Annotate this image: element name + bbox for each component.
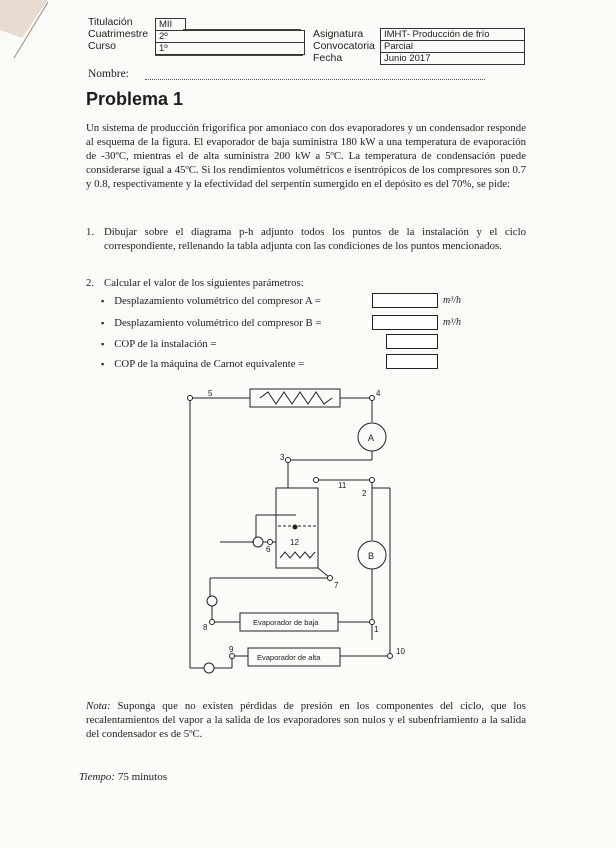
convocatoria-value: Parcial [380,40,525,53]
tank-inlet-dot [293,525,298,530]
item2-text: Calcular el valor de los siguientes parámetros: [104,277,304,289]
node-8 [210,620,215,625]
node-1 [370,620,375,625]
node-6 [268,540,273,545]
node-3 [286,458,291,463]
bullet-marker: ▪ [101,359,105,369]
problem-title: Problema 1 [86,89,184,109]
label-3: 3 [280,453,285,462]
node-10 [388,654,393,659]
nombre-label: Nombre: [88,68,129,80]
compressor-a-label: A [368,433,375,443]
item2-number: 2. [86,277,95,289]
label-4: 4 [376,389,381,398]
condenser [250,389,340,407]
unit-compressor-b: m³/h [443,317,461,328]
expansion-valve-8 [207,596,217,606]
bullet-text: COP de la máquina de Carnot equivalente = [114,358,305,370]
label-8: 8 [203,623,208,632]
problem-statement: Un sistema de producción frigorífica por amoniaco con dos evaporadores y un condensador responde al esquema de la figura. El evaporador de baja suministra 180 kW a una temperatura de evaporación de -30ºC, mientras el de alta suministra 200 kW a 5ºC. La temperatura de condensación puede considerarse igual a 45ºC. Si los rendimientos volumétricos e isentrópicos de los compresores son 0.7 y 0.8, respectivamente y la efectividad del serpentín sumergido en el depósito es del 70%, se pide: [86,122,526,190]
bullet-marker: ▪ [101,339,105,349]
cuatrimestre-value: 2º [155,30,305,43]
asignatura-value: IMHT- Producción de frío [380,28,525,41]
bullet-marker: ▪ [101,296,105,306]
unit-compressor-a: m³/h [443,295,461,306]
fecha-value: Junio 2017 [380,52,525,65]
node-9 [230,654,235,659]
label-2: 2 [362,489,367,498]
node-2 [370,478,375,483]
cuatrimestre-label: Cuatrimestre [88,28,149,40]
expansion-valve-9 [204,663,214,673]
bullet-text: Desplazamiento volumétrico del compresor B = [114,317,322,329]
node-5 [188,396,193,401]
node-4 [370,396,375,401]
fecha-label: Fecha [313,52,343,64]
label-12: 12 [290,538,299,547]
titulacion-label: Titulación [88,16,133,28]
convocatoria-label: Convocatoria [313,40,375,52]
time-label: Tiempo: [79,771,116,783]
note-paragraph [86,699,526,741]
bullet-text: Desplazamiento volumétrico del compresor A = [114,295,321,307]
node-11 [314,478,319,483]
node-7 [328,576,333,581]
label-9: 9 [229,645,234,654]
titulacion-value: MII [155,18,186,31]
note-label: Nota: [86,700,111,712]
asignatura-label: Asignatura [313,28,364,40]
evaporador-baja-label: Evaporador de baja [253,618,319,627]
label-11: 11 [338,481,347,490]
label-6: 6 [266,545,271,554]
curso-label: Curso [88,40,117,52]
note-text: Suponga que no existen pérdidas de presión en los componentes del ciclo, que los recalentamientos del vapor a la salida de los evaporadores son nulos y el subenfriamiento a la salida del condensador es de 5ºC. [86,700,527,740]
time-line [79,771,167,783]
expansion-valve-6 [253,537,263,547]
evaporador-alta-label: Evaporador de alta [257,653,321,662]
item1-number: 1. [86,226,95,238]
item1-text: Dibujar sobre el diagrama p-h adjunto todos los puntos de la instalación y el ciclo correspondiente, rellenando la tabla adjunta con las condiciones de los puntos mencionados. [104,226,526,252]
time-value: 75 minutos [117,771,168,783]
compressor-b-label: B [368,551,375,561]
label-7: 7 [334,581,339,590]
label-1: 1 [374,625,379,634]
label-10: 10 [396,647,405,656]
label-5: 5 [208,389,213,398]
tank-coil [280,552,315,558]
bullet-marker: ▪ [101,318,105,328]
curso-value: 1º [155,42,305,55]
bullet-text: COP de la instalación = [114,338,217,350]
condenser-coil [260,392,332,404]
